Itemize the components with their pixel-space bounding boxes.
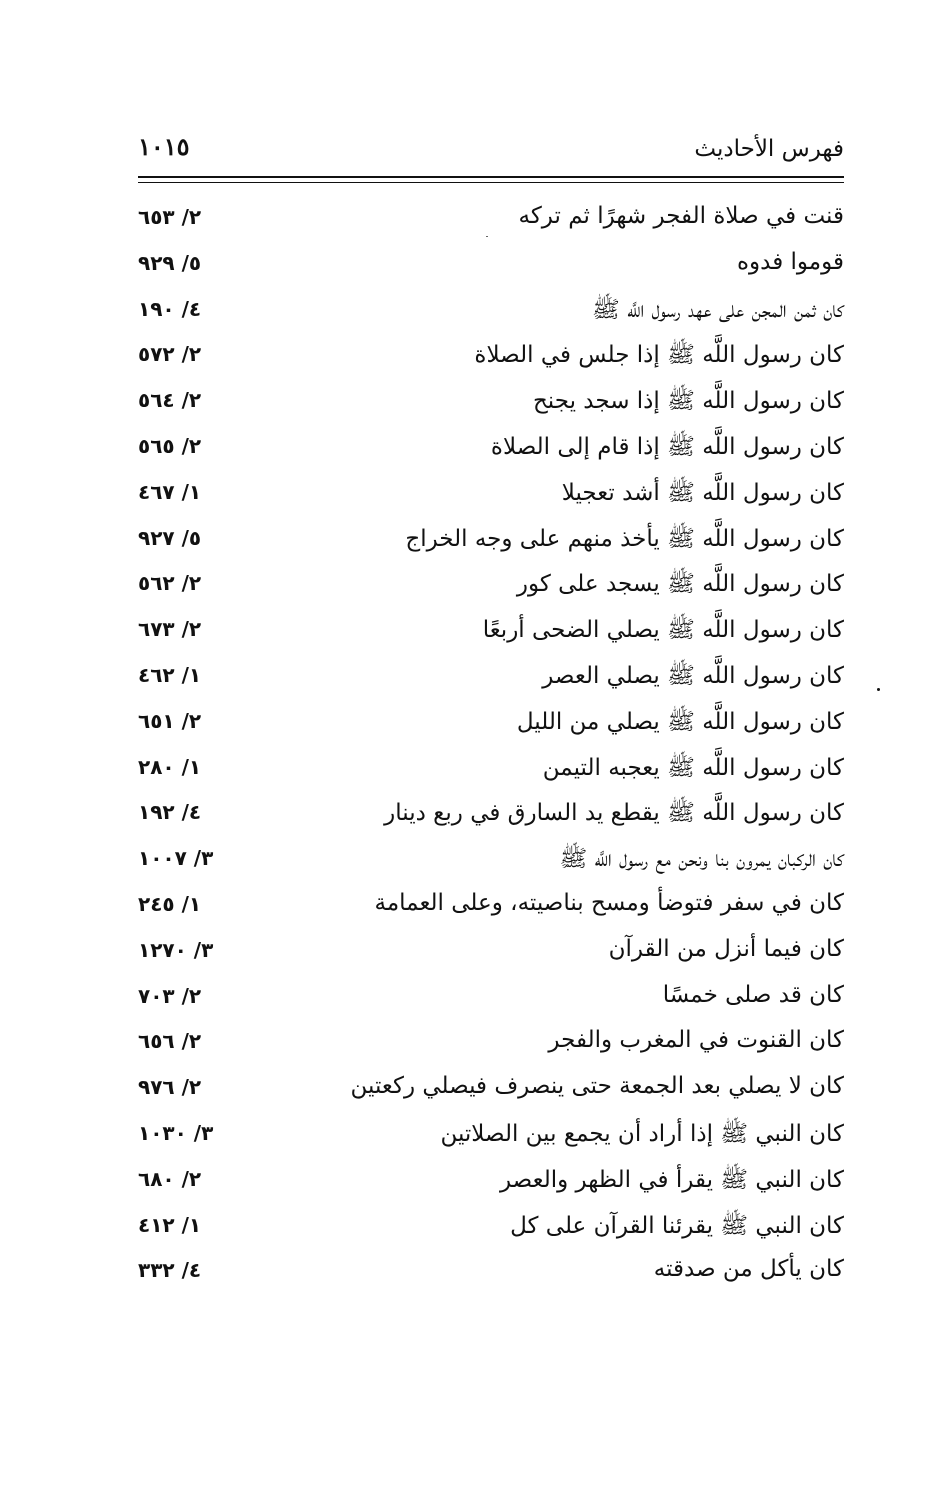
page-number: ١٠١٥ [138, 132, 190, 161]
volume-page-ref: ٢/ ٩٧٦ [138, 1075, 202, 1100]
index-entry [138, 1021, 844, 1067]
hadith-text: كان الركبان يمرون بنا ونحن مع رسول اللَّه ﷺ [559, 846, 844, 873]
index-entry [138, 563, 844, 609]
volume-page-ref: ٤/ ١٩٢ [138, 800, 202, 825]
hadith-text: كان رسول اللَّه ﷺ يصلي الضحى أربعًا [482, 617, 844, 644]
hadith-text: كان رسول اللَّه ﷺ يصلي من الليل [516, 708, 844, 735]
index-entry [138, 1067, 844, 1113]
hadith-text: كان رسول اللَّه ﷺ إذا سجد يجنح [532, 388, 844, 415]
hadith-text: كان رسول اللَّه ﷺ إذا قام إلى الصلاة [490, 433, 844, 460]
index-title: فهرس الأحاديث [694, 136, 844, 162]
volume-page-ref: ٢/ ٥٦٢ [138, 571, 202, 596]
index-entry [138, 930, 844, 976]
index-entry [138, 380, 844, 426]
hadith-text: كان رسول اللَّه ﷺ يعجبه التيمن [542, 754, 844, 781]
volume-page-ref: ٣/ ١٠٠٧ [138, 846, 214, 871]
hadith-text: كان رسول اللَّه ﷺ يسجد على كور [516, 571, 844, 598]
volume-page-ref: ١/ ٤٦٢ [138, 662, 202, 687]
index-entry [138, 1159, 844, 1205]
index-entry [138, 472, 844, 518]
hadith-text: كان النبي ﷺ يقرأ في الظهر والعصر [499, 1166, 844, 1193]
volume-page-ref: ٢/ ٥٧٢ [138, 342, 202, 367]
index-entry [138, 884, 844, 930]
hadith-text: قنت في صلاة الفجر شهرًا ثم تركه [518, 203, 844, 229]
hadith-text: كان في سفر فتوضأ ومسح بناصيته، وعلى العمامة [374, 889, 844, 916]
volume-page-ref: ٢/ ٦٥٣ [138, 205, 202, 229]
volume-page-ref: ٣/ ١٢٧٠ [138, 937, 214, 962]
hadith-text: كان رسول اللَّه ﷺ يقطع يد السارق في ربع دينار [384, 800, 844, 827]
index-entry [138, 1113, 844, 1159]
header-rule-thin [138, 182, 844, 183]
hadith-text: قوموا فدوه [736, 248, 844, 275]
hadith-text: كان رسول اللَّه ﷺ يأخذ منهم على وجه الخراج [405, 525, 844, 552]
hadith-text: كان النبي ﷺ إذا أراد أن يجمع بين الصلاتين [440, 1120, 844, 1147]
index-entry [138, 334, 844, 380]
index-entry [138, 655, 844, 701]
index-entry [138, 609, 844, 655]
hadith-text: كان رسول اللَّه ﷺ إذا جلس في الصلاة [474, 342, 844, 369]
hadith-text: كان فيما أنزل من القرآن [608, 935, 844, 962]
index-entry [138, 1250, 844, 1296]
hadith-text: كان ثمن المجن على عهد رسول اللَّه ﷺ [591, 296, 844, 323]
volume-page-ref: ٤/ ١٩٠ [138, 296, 202, 321]
hadith-index-list [138, 197, 844, 1296]
index-entry [138, 197, 844, 243]
header-rule-thick [138, 176, 844, 178]
index-entry [138, 747, 844, 793]
volume-page-ref: ٣/ ١٠٣٠ [138, 1120, 214, 1145]
hadith-text: كان النبي ﷺ يقرئنا القرآن على كل [510, 1212, 844, 1239]
volume-page-ref: ٢/ ٥٦٤ [138, 388, 202, 413]
volume-page-ref: ١/ ٤١٢ [138, 1212, 202, 1237]
volume-page-ref: ٢/ ٦٨٠ [138, 1166, 202, 1191]
page-header [138, 128, 844, 172]
index-entry [138, 518, 844, 564]
hadith-text: كان رسول اللَّه ﷺ يصلي العصر [542, 662, 844, 689]
volume-page-ref: ٥/ ٩٢٩ [138, 250, 202, 275]
hadith-text: كان رسول اللَّه ﷺ أشد تعجيلا [561, 479, 844, 506]
volume-page-ref: ١/ ٢٤٥ [138, 891, 202, 916]
volume-page-ref: ٢/ ٦٧٣ [138, 617, 202, 642]
margin-dot [877, 688, 880, 691]
volume-page-ref: ٤/ ٣٣٢ [138, 1258, 202, 1283]
index-entry [138, 701, 844, 747]
index-entry [138, 243, 844, 289]
index-entry [138, 426, 844, 472]
volume-page-ref: ١/ ٢٨٠ [138, 754, 202, 779]
volume-page-ref: ٢/ ٧٠٣ [138, 983, 202, 1008]
index-entry [138, 289, 844, 335]
hadith-text: كان القنوت في المغرب والفجر [548, 1027, 844, 1054]
index-entry [138, 792, 844, 838]
hadith-text: كان لا يصلي بعد الجمعة حتى ينصرف فيصلي ركعتين [350, 1073, 844, 1100]
index-entry [138, 838, 844, 884]
volume-page-ref: ٢/ ٥٦٥ [138, 433, 202, 458]
index-entry [138, 976, 844, 1022]
volume-page-ref: ٥/ ٩٢٧ [138, 525, 202, 550]
volume-page-ref: ٢/ ٦٥١ [138, 708, 202, 733]
hadith-text: كان يأكل من صدقته [653, 1256, 844, 1283]
volume-page-ref: ١/ ٤٦٧ [138, 479, 202, 504]
hadith-text: كان قد صلى خمسًا [662, 981, 844, 1008]
volume-page-ref: ٢/ ٦٥٦ [138, 1029, 202, 1054]
index-entry [138, 1205, 844, 1251]
